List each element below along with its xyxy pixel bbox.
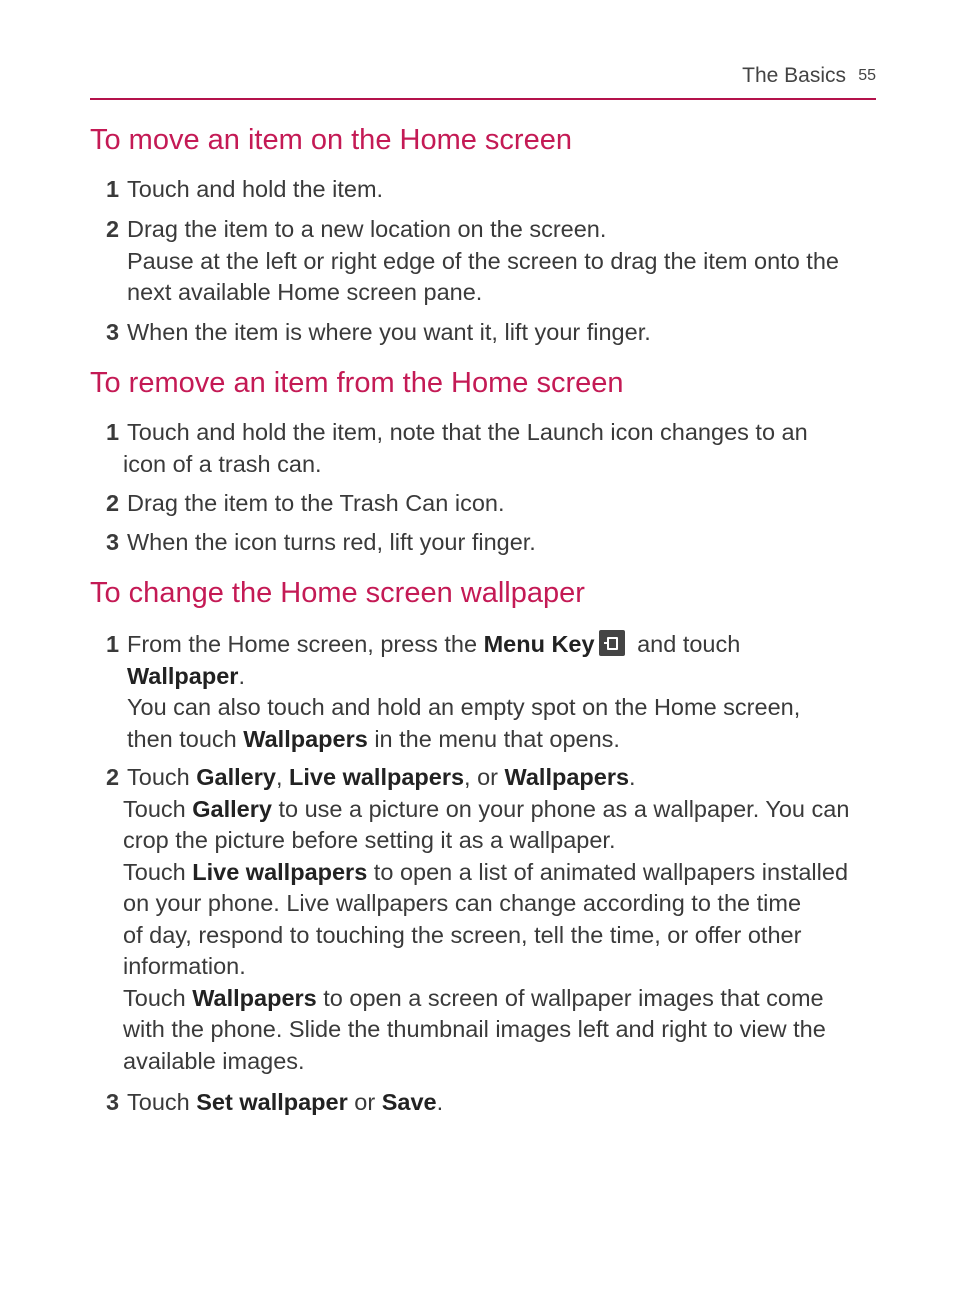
menu-key-icon bbox=[599, 630, 625, 656]
section-name: The Basics bbox=[742, 64, 846, 87]
move-step-1: 1 Touch and hold the item. bbox=[106, 176, 384, 202]
wallpaper-step-3: 3 Touch Set wallpaper or Save. bbox=[106, 1089, 444, 1115]
heading-change-wallpaper: To change the Home screen wallpaper bbox=[90, 577, 585, 609]
remove-step-3: 3 When the icon turns red, lift your finger. bbox=[106, 529, 536, 555]
move-step-2: 2 Drag the item to a new location on the screen. Pause at the left or right edge of the screen to drag the item onto the next available Home screen pane. bbox=[106, 216, 839, 305]
heading-move-item: To move an item on the Home screen bbox=[90, 124, 572, 156]
heading-remove-item: To remove an item from the Home screen bbox=[90, 367, 624, 399]
wallpaper-step-2: 2 Touch Gallery, Live wallpapers, or Wallpapers. Touch Gallery to use a picture on your phone as a wallpaper. You can crop the picture before setting it as a wallpaper. Touch Live wallpapers to open a list of animated wallpapers installed on your phone. Live wallpapers can change according to the time of day, respond to touching the screen, tell the time, or offer other information. Touch Wallpapers to open a screen of wallpaper images that come with the phone. Slide the thumbnail images left and right to view the available images. bbox=[106, 764, 850, 1074]
page-header bbox=[90, 62, 876, 100]
move-step-3: 3 When the item is where you want it, lift your finger. bbox=[106, 319, 651, 345]
wallpaper-step-1: 1 From the Home screen, press the Menu Key and touch Wallpaper. You can also touch and hold an empty spot on the Home screen, then touch Wallpapers in the menu that opens. bbox=[106, 631, 801, 752]
remove-step-2: 2 Drag the item to the Trash Can icon. bbox=[106, 490, 505, 516]
remove-step-1: 1 Touch and hold the item, note that the Launch icon changes to an icon of a trash can. bbox=[106, 419, 808, 477]
page-number: 55 bbox=[858, 67, 876, 84]
